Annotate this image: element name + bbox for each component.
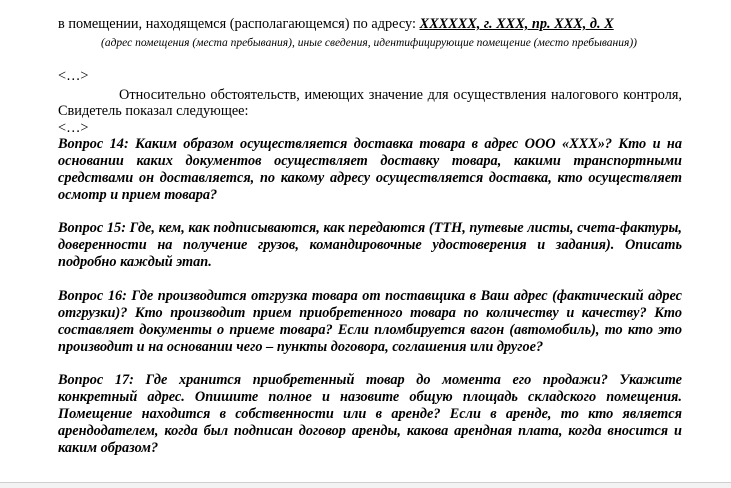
omission-marker: <…>: [58, 120, 89, 136]
address-line: [58, 16, 682, 32]
question-14: Вопрос 14: Каким образом осуществляется доставка товара в адрес ООО «XXX»? Кто и на основании каких документов осуществляет доставку товара, какими транспортными средствами он доставляется, по какому адресу осуществляется доставка, кто осуществляет осмотр и прием товара?: [58, 136, 682, 203]
address-value: XXXXXX, г. XXX, пр. XXX, д. X: [419, 16, 614, 32]
intro-paragraph: Относительно обстоятельств, имеющих значение для осуществления налогового контроля, Свидетель показал следующее:: [58, 87, 682, 119]
question-16: Вопрос 16: Где производится отгрузка товара от поставщика в Ваш адрес (фактический адрес отгрузки)? Кто производит прием приобретенного товара по количеству и качеству? Кто составляет документы о приеме товара? Если пломбируется вагон (автомобиль), то кто это производит и на основании чего – пункты договора, соглашения или другое?: [58, 288, 682, 355]
address-line-prefix: в помещении, находящемся (располагающемся) по адресу:: [58, 16, 416, 32]
question-17: Вопрос 17: Где хранится приобретенный товар до момента его продажи? Укажите конкретный адрес. Опишите полное и назовите общую площадь складского помещения. Помещение находится в собственности или в аренде? Если в аренде, то кто является арендодателем, когда был подписан договор аренды, какова арендная плата, когда вносится и каким образом?: [58, 372, 682, 456]
question-15: Вопрос 15: Где, кем, как подписываются, как передаются (ТТН, путевые листы, счета-фактуры, доверенности на получение грузов, командировочные удостоверения и задания). Описать подробно каждый этап.: [58, 220, 682, 270]
address-caption: (адрес помещения (места пребывания), иные сведения, идентифицирующие помещение (место пребывания)): [101, 37, 637, 49]
omission-marker: <…>: [58, 68, 89, 84]
page-bottom-strip: [0, 483, 731, 488]
